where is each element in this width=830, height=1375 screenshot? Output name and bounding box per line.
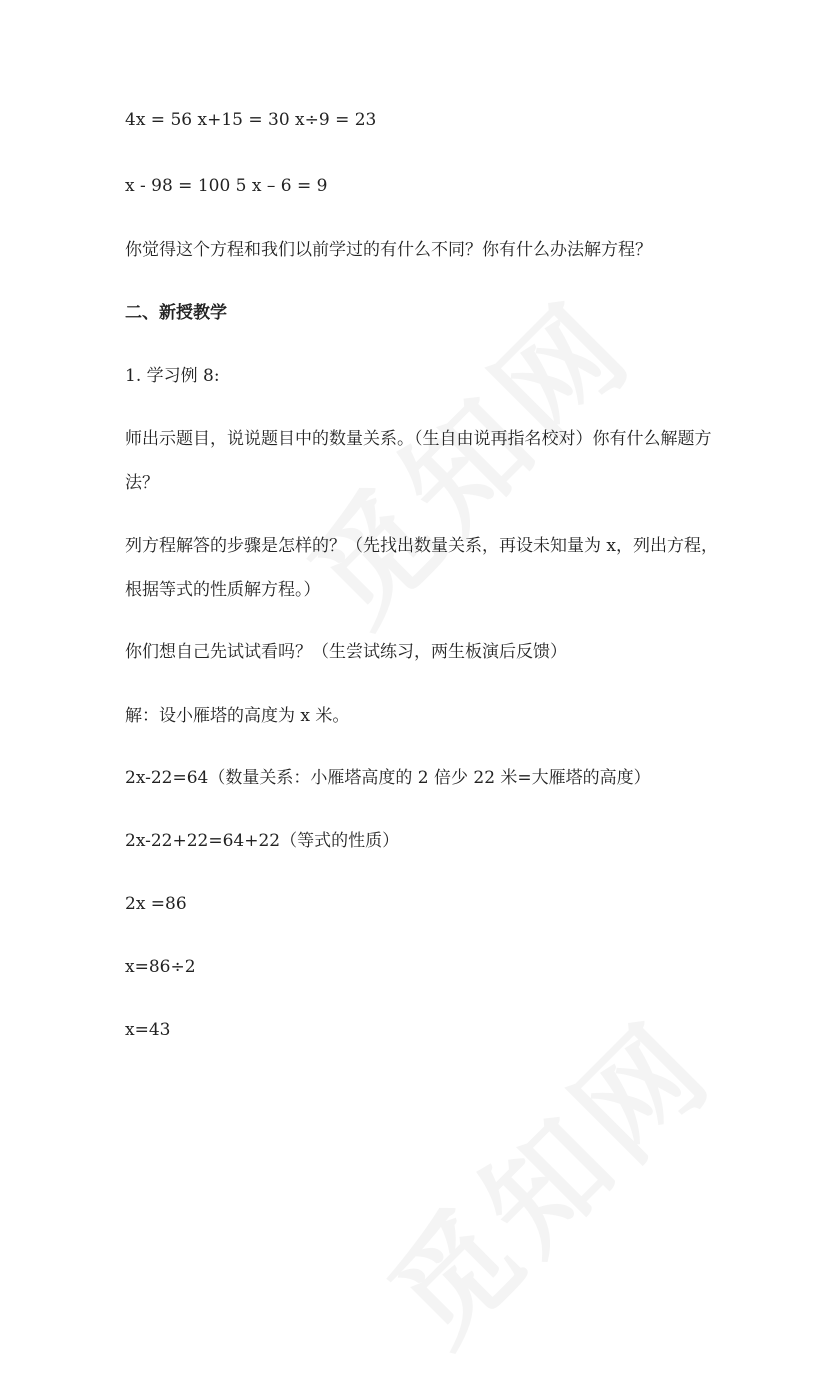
paragraph-line: 根据等式的性质解方程。） — [125, 580, 321, 600]
section-heading: 二、新授教学 — [125, 303, 227, 323]
example-heading: 1. 学习例 8: — [125, 366, 220, 386]
equation-line-1: 4x = 56 x+15 = 30 x÷9 = 23 — [125, 110, 377, 130]
solution-line: 2x-22=64（数量关系：小雁塔高度的 2 倍少 22 米=大雁塔的高度） — [125, 768, 651, 788]
paragraph-line: 法？ — [125, 473, 159, 493]
solution-line: 2x-22+22=64+22（等式的性质） — [125, 831, 400, 851]
solution-line: x=86÷2 — [125, 957, 196, 977]
paragraph-line: 你们想自己先试试看吗？（生尝试练习，两生板演后反馈） — [125, 642, 567, 662]
question-paragraph: 你觉得这个方程和我们以前学过的有什么不同？你有什么办法解方程？ — [125, 240, 652, 260]
paragraph-line: 师出示题目，说说题目中的数量关系。（生自由说再指名校对）你有什么解题方 — [125, 429, 712, 449]
paragraph-line: 列方程解答的步骤是怎样的？（先找出数量关系，再设未知量为 x，列出方程， — [125, 536, 718, 556]
solution-line: 2x =86 — [125, 894, 187, 914]
solution-line: 解：设小雁塔的高度为 x 米。 — [125, 706, 350, 726]
equation-line-2: x - 98 = 100 5 x – 6 = 9 — [125, 176, 328, 196]
solution-line: x=43 — [125, 1020, 171, 1040]
